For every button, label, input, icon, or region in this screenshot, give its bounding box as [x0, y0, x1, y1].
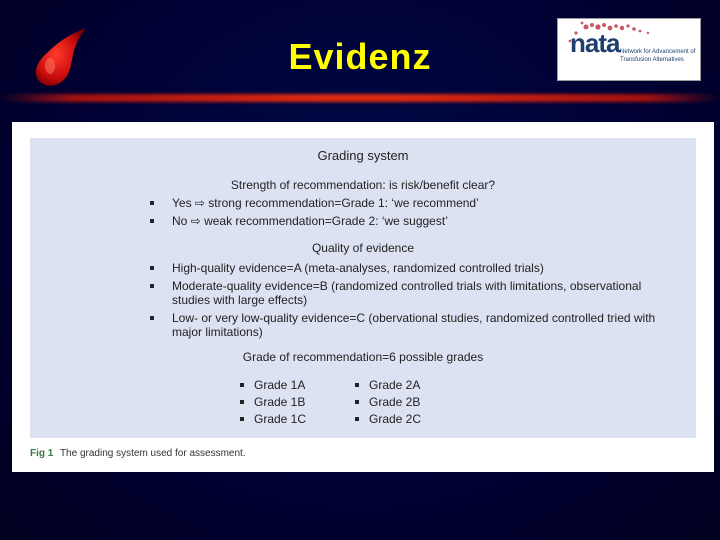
list-item: Low- or very low-quality evidence=C (obervational studies, randomized controlled tried with major limitations) [160, 311, 680, 339]
grades-column-2 [355, 377, 421, 428]
nata-logo [557, 18, 701, 81]
strength-heading: Strength of recommendation: is risk/benefit clear? [230, 178, 496, 192]
quality-heading: Quality of evidence [311, 241, 415, 255]
list-item: Grade 1C [240, 411, 306, 428]
strength-list [160, 196, 680, 232]
accent-divider [0, 94, 720, 102]
list-item: Grade 2B [355, 394, 421, 411]
list-item: Grade 2C [355, 411, 421, 428]
list-item: Grade 1A [240, 377, 306, 394]
list-item: High-quality evidence=A (meta-analyses, randomized controlled trials) [160, 261, 680, 275]
list-item: Yes ⇨ strong recommendation=Grade 1: ‘we recommend’ [160, 196, 680, 210]
list-item: No ⇨ weak recommendation=Grade 2: ‘we suggest’ [160, 214, 680, 228]
nata-tagline: Network for Advancement of Transfusion Alternatives [620, 49, 696, 63]
grading-panel [30, 138, 696, 438]
caption-label: Fig 1 [30, 448, 54, 459]
panel-title: Grading system [317, 148, 409, 163]
nata-wordmark: nata [570, 28, 620, 58]
grading-figure [12, 122, 714, 472]
caption-text: The grading system used for assessment. [59, 448, 246, 459]
quality-list [160, 261, 680, 343]
grades-column-1 [240, 377, 306, 428]
figure-caption [30, 448, 246, 459]
list-item: Grade 1B [240, 394, 306, 411]
slide-title: Evidenz [288, 36, 432, 77]
list-item: Grade 2A [355, 377, 421, 394]
grades-heading: Grade of recommendation=6 possible grades [242, 350, 484, 364]
list-item: Moderate-quality evidence=B (randomized controlled trials with limitations, observational studies with large effects) [160, 279, 680, 307]
